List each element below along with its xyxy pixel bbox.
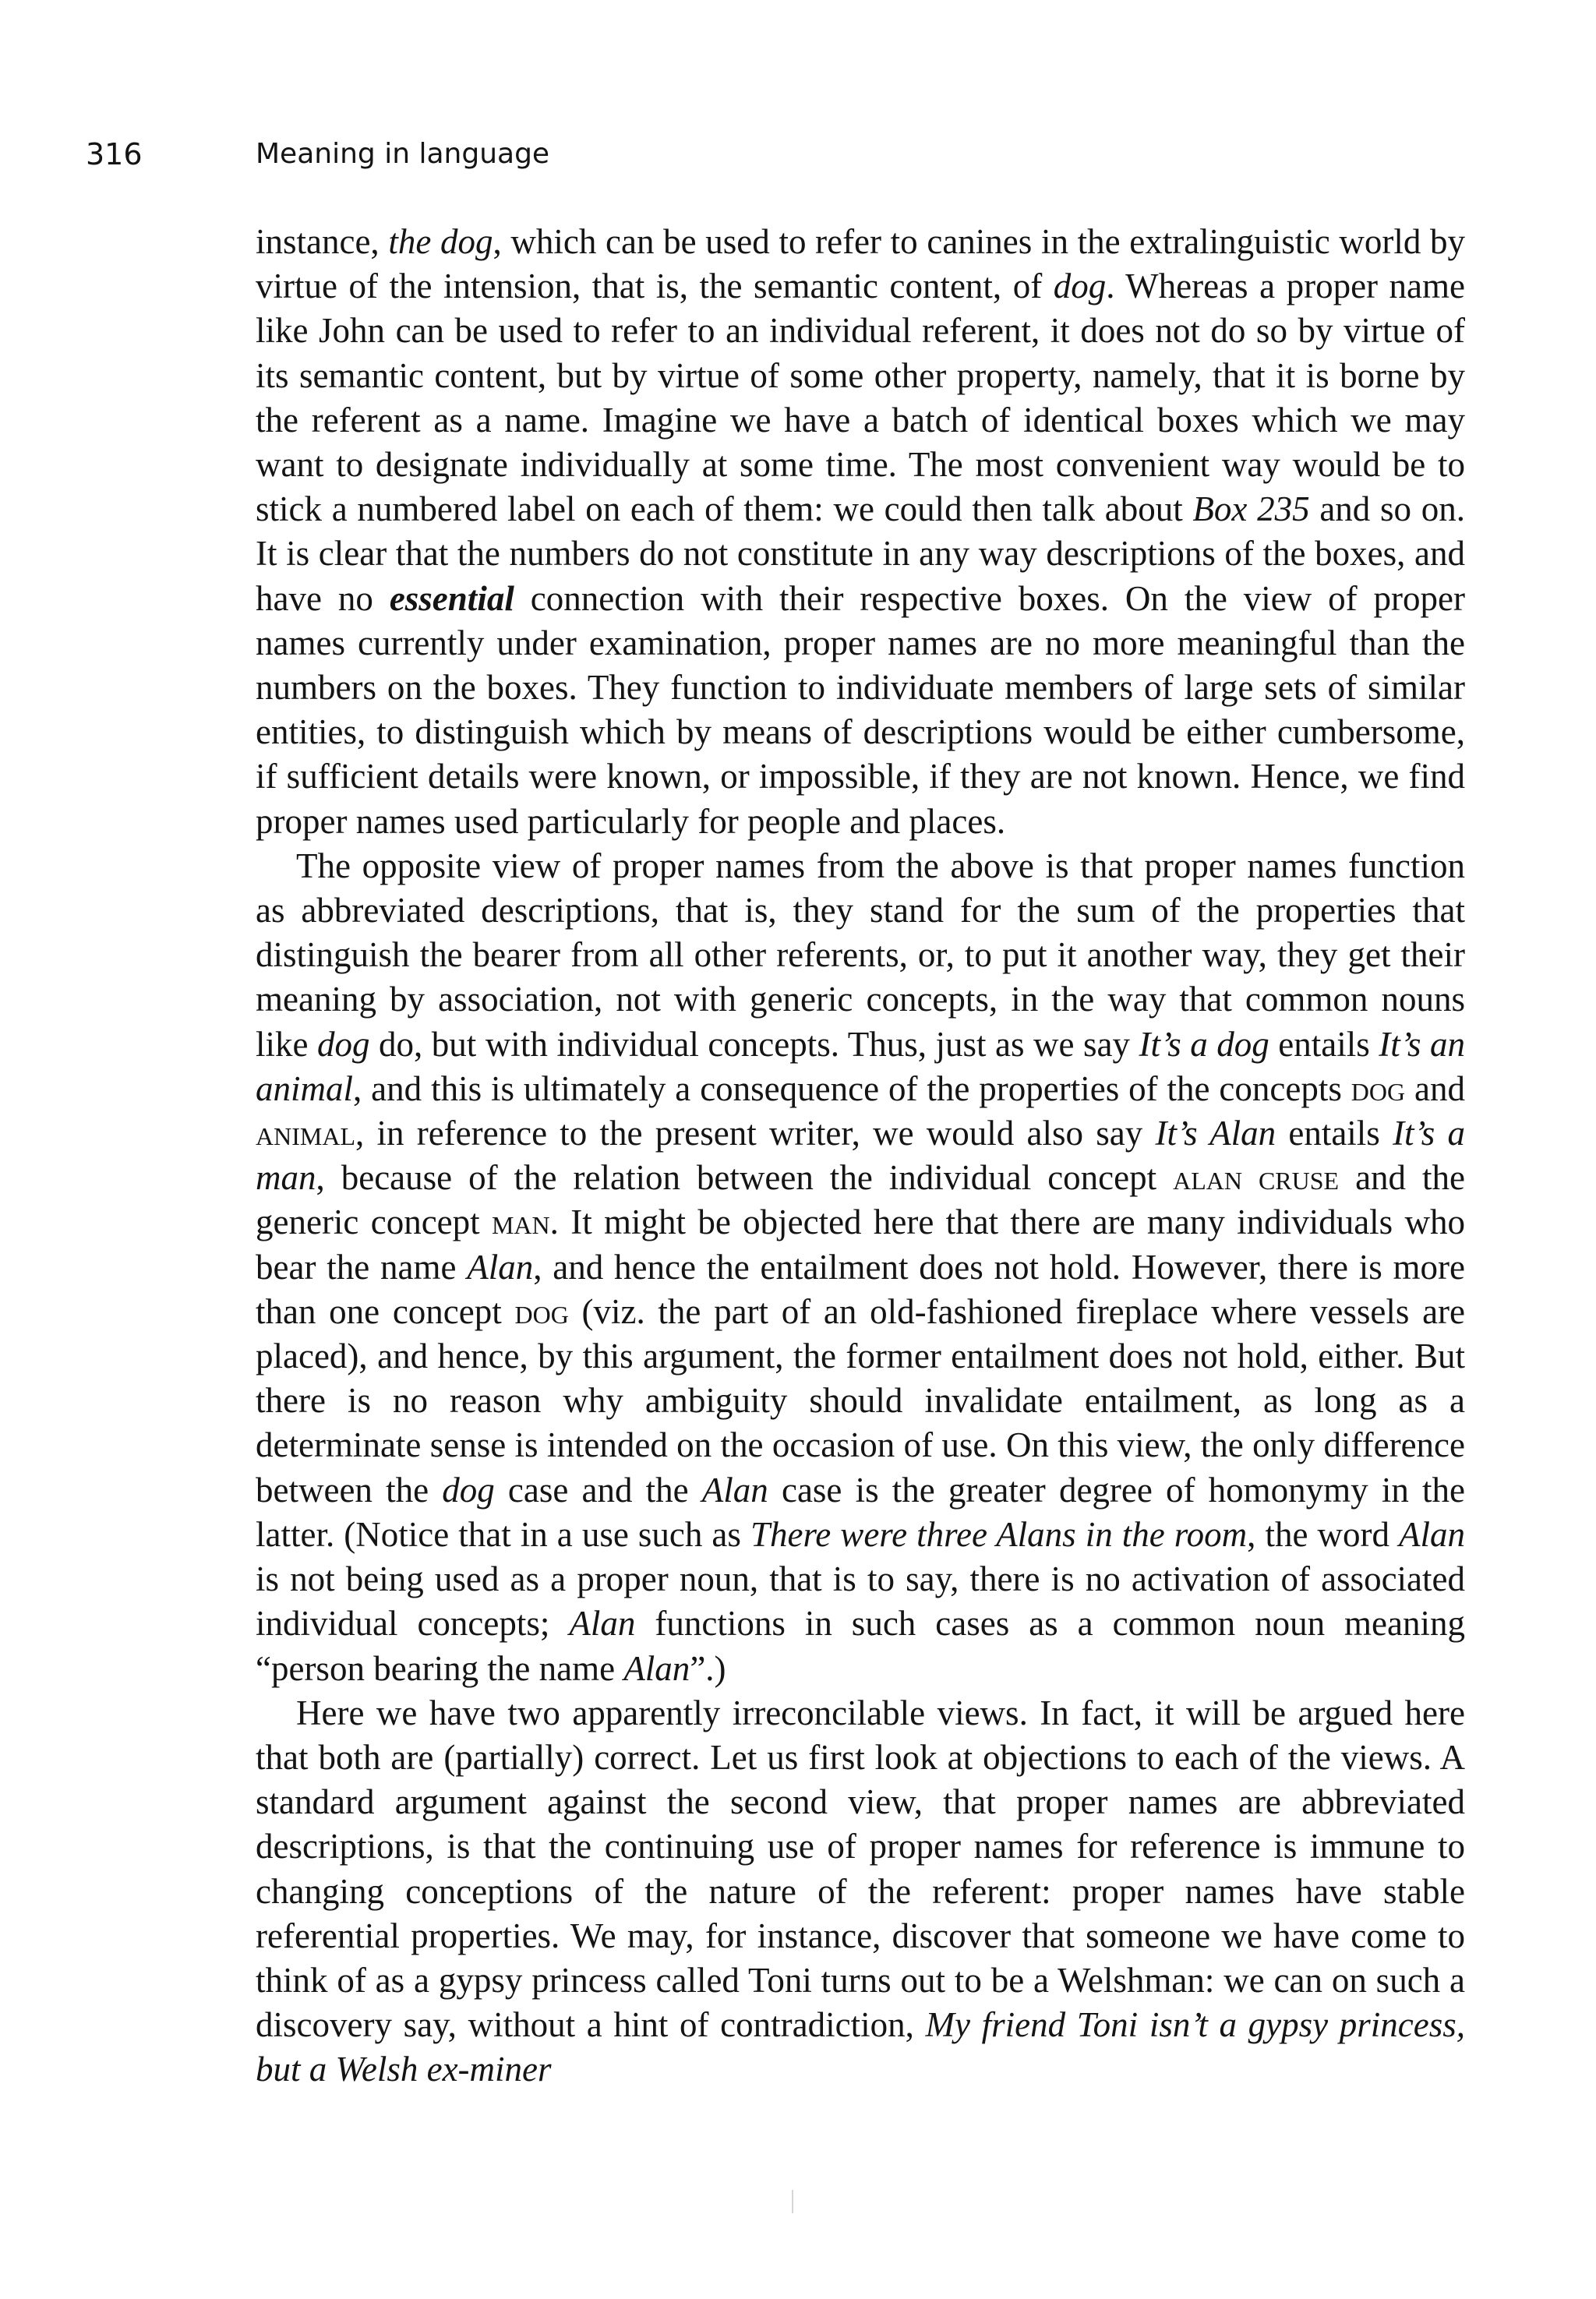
page-number: 316 — [86, 137, 143, 171]
running-head: Meaning in language — [256, 138, 550, 170]
page-header — [86, 131, 1457, 178]
paragraph-3: Here we have two apparently irreconcilable views. In fact, it will be argued here that both are (partially) correct. Let us first look at objections to each of the views. A standard argument against the second view, that proper names are abbreviated descriptions, is that the continuing use of proper names for reference is immune to changing conceptions of the nature of the referent: proper names have stable referential properties. We may, for instance, discover that someone we have come to think of as a gypsy princess called Toni turns out to be a Welshman: we can on such a discovery say, without a hint of contradiction, My friend Toni isn’t a gypsy princess, but a Welsh ex-miner — [256, 1693, 1465, 2089]
emphasis-essential: essential — [389, 578, 514, 618]
footer-mark — [792, 2190, 793, 2213]
body-text — [256, 220, 1465, 2092]
paragraph-2: The opposite view of proper names from the above is that proper names function as abbreviated descriptions, that is, they stand for the sum of the properties that distinguish the bearer from all other referents, or, to put it another way, they get their meaning by association, not with generic concepts, in the way that common nouns like dog do, but with individual concepts. Thus, just as we say It’s a dog entails It’s an animal, and this is ultimately a consequence of the properties of the concepts dog and animal, in reference to the present writer, we would also say It’s Alan entails It’s a man, because of the relation between the individual concept alan cruse and the generic concept man. It might be objected here that there are many individuals who bear the name Alan, and hence the entailment does not hold. However, there is more than one concept dog (viz. the part of an old-fashioned fireplace where vessels are placed), and hence, by this argument, the former entailment does not hold, either. But there is no reason why ambiguity should invalidate entailment, as long as a determinate sense is intended on the occasion of use. On this view, the only difference between the dog case and the Alan case is the greater degree of homonymy in the latter. (Notice that in a use such as There were three Alans in the room, the word Alan is not being used as a proper noun, that is to say, there is no activation of associated individual concepts; Alan functions in such cases as a common noun meaning “person bearing the name Alan”.) — [256, 846, 1466, 1688]
paragraph-1: instance, the dog, which can be used to refer to canines in the extralinguistic world by virtue of the intension, that is, the semantic content, of dog. Whereas a proper name like John can be used to refer to an individual referent, it does not do so by virtue of its semantic content, but by virtue of some other property, namely, that it is borne by the referent as a name. Imagine we have a batch of identical boxes which we may want to designate individually at some time. The most convenient way would be to stick a numbered label on each of them: we could then talk about Box 235 and so on. It is clear that the numbers do not constitute in any way descriptions of the boxes, and have no essential connection with their respective boxes. On the view of proper names currently under examination, proper names are no more meaningful than the numbers on the boxes. They function to individuate members of large sets of similar entities, to distinguish which by means of descriptions would be either cumbersome, if sufficient details were known, or impossible, if they are not known. Hence, we find proper names used particularly for people and places. — [256, 222, 1465, 841]
